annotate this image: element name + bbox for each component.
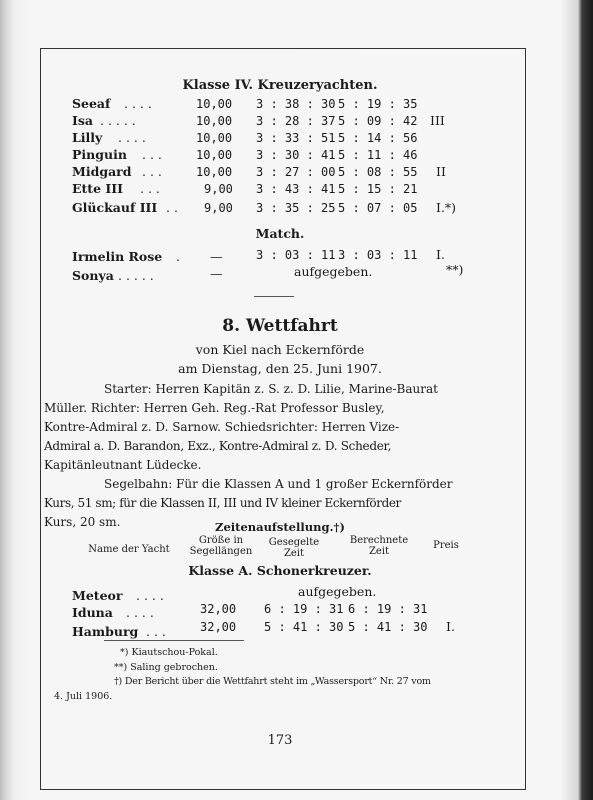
race-date: am Dienstag, den 25. Juni 1907. xyxy=(178,361,382,376)
leader-dots: . . xyxy=(166,200,178,215)
sailed-time-cell: 3 : 35 : 25 xyxy=(256,201,336,215)
yacht-name: Seeaf xyxy=(72,96,111,111)
calc-time-cell: 6 : 19 : 31 xyxy=(348,602,428,616)
calc-time-cell: 5 : 09 : 42 xyxy=(338,114,418,128)
leader-dots: . xyxy=(176,249,180,264)
yacht-name: Ette III xyxy=(72,181,123,196)
calc-time-cell: 5 : 08 : 55 xyxy=(338,165,418,179)
course-line: Kurs, 51 sm; für die Klassen II, III und IV kleiner Eckernförder xyxy=(44,496,401,510)
yacht-name: Meteor xyxy=(72,588,123,603)
footnote: *) Kiautschou-Pokal. xyxy=(120,647,218,658)
col-header-prize: Preis xyxy=(433,540,459,551)
leader-dots: . . . xyxy=(140,181,160,196)
footnote: 4. Juli 1906. xyxy=(54,691,113,702)
footnote: **) Saling gebrochen. xyxy=(114,662,218,673)
col-header-calc: Berechnete Zeit xyxy=(349,535,409,557)
size-cell: 9,00 xyxy=(204,182,233,196)
class4-heading: Klasse IV. Kreuzeryachten. xyxy=(182,78,378,93)
sailed-time-cell: 3 : 43 : 41 xyxy=(256,182,336,196)
yacht-name: Sonya xyxy=(72,268,114,283)
leader-dots: . . . xyxy=(146,624,166,639)
officials-line: Müller. Richter: Herren Geh. Reg.-Rat Professor Busley, xyxy=(44,401,385,415)
sailed-time-cell: 3 : 28 : 37 xyxy=(256,114,336,128)
officials-line: Kontre-Admiral z. D. Sarnow. Schiedsrichter: Herren Vize- xyxy=(44,420,400,434)
calc-time-cell: 5 : 07 : 05 xyxy=(338,201,418,215)
leader-dots: . . . . . xyxy=(118,268,154,283)
leader-dots: . . . xyxy=(142,164,162,179)
officials-line: Starter: Herren Kapitän z. S. z. D. Lilie, Marine-Baurat xyxy=(104,382,438,396)
status-cell: aufgegeben. xyxy=(298,584,377,599)
times-heading: Zeitenaufstellung.†) xyxy=(215,520,345,534)
yacht-name: Irmelin Rose xyxy=(72,249,163,264)
classA-heading: Klasse A. Schonerkreuzer. xyxy=(188,563,372,578)
col-header-name: Name der Yacht xyxy=(88,544,170,555)
officials-paragraph xyxy=(44,380,476,475)
size-cell: 10,00 xyxy=(196,97,233,111)
sailed-time-cell: 3 : 33 : 51 xyxy=(256,131,336,145)
yacht-name: Iduna xyxy=(72,605,113,620)
prize-cell: III xyxy=(430,113,445,128)
leader-dots: . . . . xyxy=(126,605,154,620)
leader-dots: . . . . xyxy=(118,130,146,145)
yacht-name: Midgard xyxy=(72,164,132,179)
yacht-name: Lilly xyxy=(72,130,103,145)
col-header-sailed: Gesegelte Zeit xyxy=(268,537,320,559)
sailed-time-cell: 3 : 03 : 11 xyxy=(256,248,336,262)
calc-time-cell: 5 : 14 : 56 xyxy=(338,131,418,145)
size-cell: — xyxy=(210,249,223,264)
size-cell: 9,00 xyxy=(204,201,233,215)
prize-cell: II xyxy=(436,164,446,179)
prize-cell: **) xyxy=(446,262,464,277)
yacht-name: Glückauf III xyxy=(72,200,158,215)
leader-dots: . . . . . xyxy=(100,113,136,128)
calc-time-cell: 5 : 11 : 46 xyxy=(338,148,418,162)
prize-cell: I.*) xyxy=(436,200,457,215)
sailed-time-cell: 5 : 41 : 30 xyxy=(264,620,344,634)
leader-dots: . . . . xyxy=(136,588,164,603)
sailed-time-cell: 3 : 38 : 30 xyxy=(256,97,336,111)
size-cell: 10,00 xyxy=(196,114,233,128)
footnote-rule xyxy=(104,640,244,641)
footnote: †) Der Bericht über die Wettfahrt steht im „Wassersport“ Nr. 27 vom xyxy=(114,676,431,687)
calc-time-cell: 5 : 19 : 35 xyxy=(338,97,418,111)
sailed-time-cell: 6 : 19 : 31 xyxy=(264,602,344,616)
status-cell: aufgegeben. xyxy=(294,264,373,279)
yacht-name: Hamburg xyxy=(72,624,139,639)
col-header-size: Größe in Segellängen xyxy=(189,535,253,557)
sailed-time-cell: 3 : 30 : 41 xyxy=(256,148,336,162)
calc-time-cell: 3 : 03 : 11 xyxy=(338,248,418,262)
race-route: von Kiel nach Eckernförde xyxy=(195,342,365,357)
course-line: Kurs, 20 sm. xyxy=(44,515,121,529)
size-cell: 10,00 xyxy=(196,148,233,162)
course-line: Segelbahn: Für die Klassen A und 1 großer Eckernförder xyxy=(104,477,453,491)
prize-cell: I. xyxy=(446,619,455,634)
size-cell: 10,00 xyxy=(196,165,233,179)
page-number: 173 xyxy=(267,733,293,748)
size-cell: 32,00 xyxy=(200,620,237,634)
sailed-time-cell: 3 : 27 : 00 xyxy=(256,165,336,179)
size-cell: 10,00 xyxy=(196,131,233,145)
calc-time-cell: 5 : 15 : 21 xyxy=(338,182,418,196)
match-heading: Match. xyxy=(255,226,305,241)
officials-line: Admiral a. D. Barandon, Exz., Kontre-Admiral z. D. Scheder, xyxy=(44,439,392,453)
calc-time-cell: 5 : 41 : 30 xyxy=(348,620,428,634)
race-title: 8. Wettfahrt xyxy=(222,316,338,336)
yacht-name: Isa xyxy=(72,113,93,128)
prize-cell: I. xyxy=(436,247,445,262)
leader-dots: . . . . xyxy=(124,96,152,111)
size-cell: 32,00 xyxy=(200,602,237,616)
yacht-name: Pinguin xyxy=(72,147,127,162)
officials-line: Kapitänleutnant Lüdecke. xyxy=(44,458,202,472)
leader-dots: . . . xyxy=(142,147,162,162)
size-cell: — xyxy=(210,266,223,281)
section-divider xyxy=(254,296,294,297)
